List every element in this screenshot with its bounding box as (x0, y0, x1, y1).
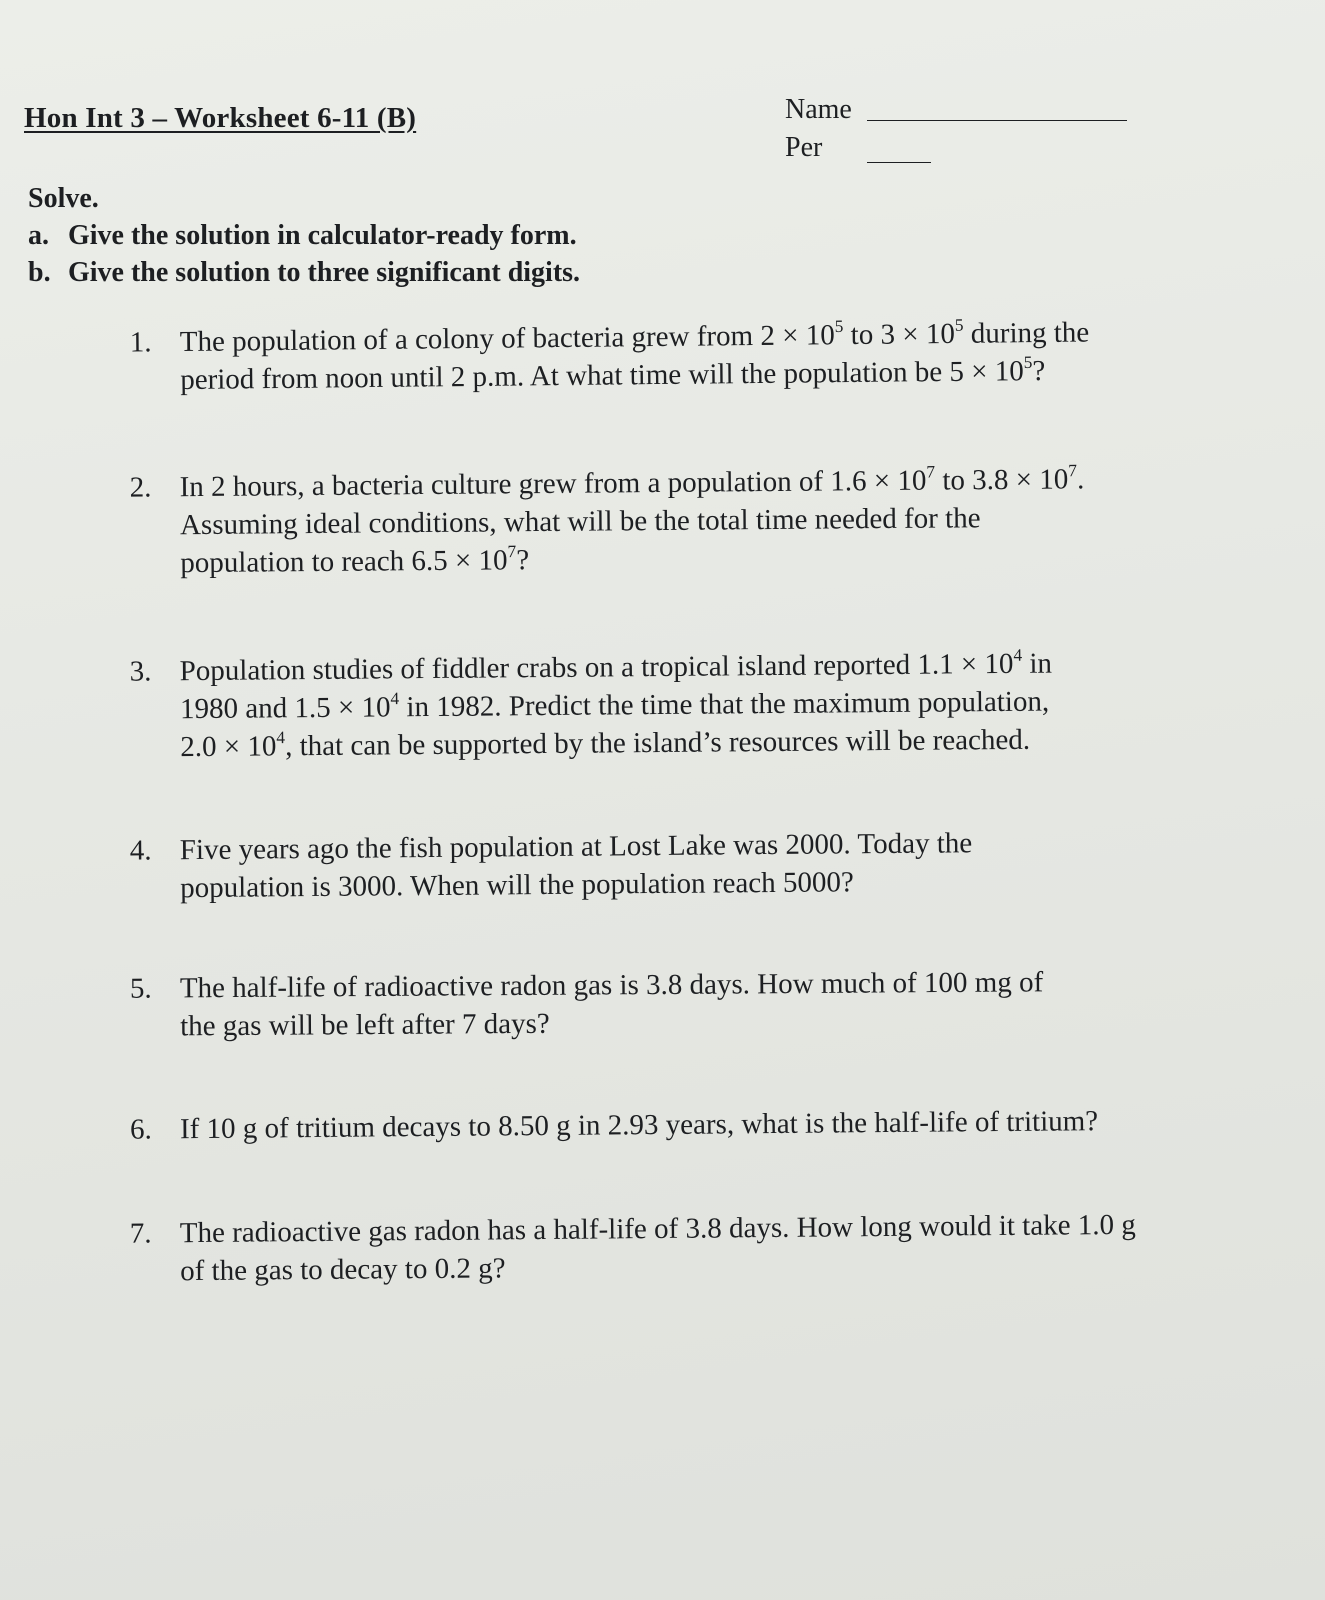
problem-line: The radioactive gas radon has a half-life of 3.8 days. How long would it take 1.0 g (179, 1208, 1136, 1250)
problem-number: 7. (129, 1217, 152, 1250)
problem-2 (130, 459, 1191, 582)
problem-text (180, 1101, 1190, 1148)
problem-7 (130, 1205, 1191, 1290)
problem-text (180, 312, 1191, 399)
problem-text-segment: to 3.8 × 10 (934, 463, 1069, 497)
problem-text-segment: period from noon until 2 p.m. At what time will the population be 5 × 10 (180, 355, 1024, 397)
problem-1 (130, 312, 1191, 399)
period-label: Per (785, 132, 823, 163)
instruction-text: Give the solution in calculator-ready form. (68, 220, 577, 251)
problem-number: 6. (129, 1113, 152, 1146)
instruction-text: Give the solution to three significant digits. (68, 257, 581, 288)
problem-number: 2. (129, 471, 152, 504)
problem-text (180, 643, 1191, 766)
problem-number: 4. (129, 834, 152, 867)
problem-text-segment: , that can be supported by the island’s resources will be reached. (285, 723, 1031, 763)
problem-text-segment: during the (963, 316, 1090, 350)
worksheet-title: Hon Int 3 – Worksheet 6-11 (B) (24, 102, 417, 134)
problem-line: the gas will be left after 7 days? (180, 1007, 550, 1043)
problem-line (180, 719, 1190, 766)
problem-text-segment: 2.0 × 10 (180, 730, 277, 764)
problem-6 (130, 1101, 1190, 1148)
exponent: 5 (1023, 351, 1033, 373)
exponent: 5 (834, 315, 844, 336)
problem-text (180, 822, 1191, 907)
problem-4 (130, 822, 1191, 907)
problem-number: 3. (129, 655, 152, 688)
period-blank-line[interactable] (867, 162, 931, 163)
problem-text-segment: ? (1032, 354, 1046, 388)
period-field (785, 132, 822, 164)
problem-text-segment: In 2 hours, a bacteria culture grew from a population of 1.6 × 10 (179, 464, 927, 504)
problem-line: of the gas to decay to 0.2 g? (180, 1252, 506, 1288)
problem-number: 1. (129, 326, 152, 359)
problem-line: population is 3000. When will the population reach 5000? (180, 866, 854, 905)
problem-text-segment: The population of a colony of bacteria grew from 2 × 10 (179, 319, 835, 359)
problem-text-segment: in 1982. Predict the time that the maximum population, (399, 685, 1050, 724)
problem-5 (130, 962, 1191, 1045)
problem-line: Assuming ideal conditions, what will be the total time needed for the (179, 502, 981, 542)
instruction-marker: b. (28, 257, 51, 288)
problem-3 (130, 643, 1191, 766)
problem-line: Five years ago the fish population at Lost Lake was 2000. Today the (179, 827, 973, 867)
name-label: Name (785, 94, 852, 125)
exponent: 4 (390, 688, 400, 709)
exponent: 7 (507, 541, 517, 562)
exponent: 4 (276, 727, 286, 748)
problem-text-segment: ? (516, 544, 530, 577)
problem-text (180, 1205, 1191, 1290)
instructions (28, 180, 580, 291)
name-field (785, 94, 852, 126)
problem-line (180, 535, 1190, 582)
problem-number: 5. (129, 972, 152, 1005)
problem-text-segment: 1980 and 1.5 × 10 (179, 691, 391, 726)
problem-text (180, 962, 1191, 1045)
name-blank-line[interactable] (867, 120, 1127, 121)
exponent: 7 (1068, 460, 1078, 481)
problem-text (180, 459, 1191, 582)
instruction-item (28, 254, 580, 291)
problem-text-segment: . (1076, 463, 1085, 496)
problem-line: The half-life of radioactive radon gas is 3.8 days. How much of 100 mg of (179, 966, 1044, 1005)
exponent: 7 (926, 461, 936, 482)
problem-text-segment: population to reach 6.5 × 10 (180, 544, 508, 580)
problem-text-segment: Population studies of fiddler crabs on a tropical island reported 1.1 × 10 (179, 647, 1014, 688)
exponent: 4 (1013, 644, 1023, 665)
instruction-marker: a. (28, 220, 49, 251)
problem-text-segment: in (1022, 647, 1053, 680)
instruction-item (28, 217, 580, 254)
instructions-heading: Solve. (28, 183, 99, 214)
exponent: 5 (954, 314, 964, 335)
problem-line: If 10 g of tritium decays to 8.50 g in 2.93 years, what is the half-life of tritium? (179, 1105, 1099, 1146)
problem-text-segment: to 3 × 10 (843, 317, 956, 352)
